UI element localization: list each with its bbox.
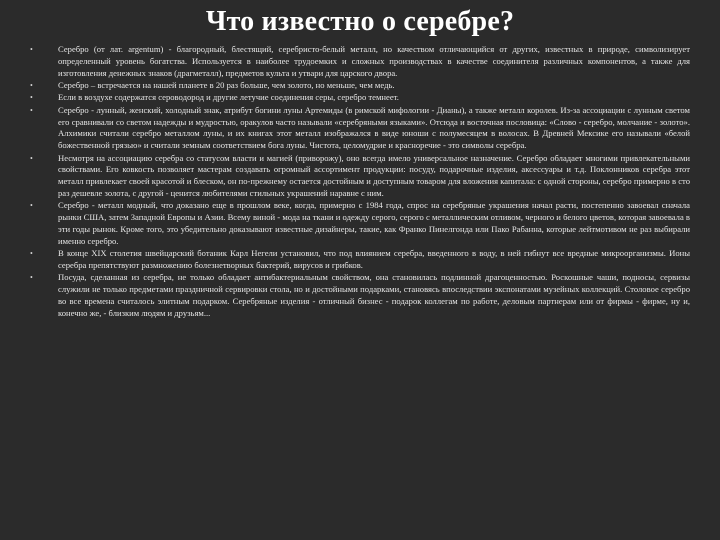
bullet-text: Серебро – встречается на нашей планете в 20 раз больше, чем золото, но меньше, чем медь. — [58, 79, 395, 90]
bullet-list — [26, 44, 690, 320]
bullet-item — [26, 248, 690, 272]
bullet-item — [26, 44, 690, 79]
bullet-text: Серебро - металл модный, что доказано еще в прошлом веке, когда, примерно с 1984 года, спрос на серебряные украшения начал расти, постепенно завоевал сначала рынки США, затем Западной Европы и Азии. Всему виной - мода на ткани и одежду серого, серого с металлическим отливом, черного и белого цветов, которая завоевала в эти годы рынок. Кроме того, это убедительно доказывают известные дизайнеры, такие, как Франко Пинелгонда или Пако Рабанна, которые лейтмотивом не раз выбирали именно серебро. — [58, 200, 690, 246]
bullet-text: Серебро (от лат. argentum) - благородный, блестящий, серебристо-белый металл, но качеством отличающийся от других, известных в природе, символизирует определенный уровень богатства. Используется в наиболее трудоемких и сложных производствах в качестве соединителя различных компонентов, а также для изготовления денежных знаков (драгметалл), предметов культа и утвари для царского двора. — [58, 44, 690, 78]
bullet-text: Если в воздухе содержатся сероводород и другие летучие соединения серы, серебро темнеет. — [58, 92, 399, 103]
bullet-item — [26, 272, 690, 319]
bullet-item — [26, 80, 690, 92]
bullet-item — [26, 105, 690, 152]
bullet-text: Серебро - лунный, женский, холодный знак, атрибут богини луны Артемиды (в римской мифологии - Дианы), а также металл королев. Из-за ассоциации с лунным светом его сравнивали со светом надежды и мудростью, оракулов часто называли «серебряными языками». Отсюда и восточная пословица: «Слово - серебро, молчание - золото». Алхимики считали серебро металлом луны, и их книгах этот металл изображался в виде юноши с полумесяцем в волосах. В Древней Мексике его называли «белой божественной грязью» и считали земным соответствием бога луны. Чистота, целомудрие и красноречие - это символы серебра. — [58, 104, 690, 151]
bullet-text: Посуда, сделанная из серебра, не только обладает антибактериальным свойством, она становилась подлинной драгоценностью. Роскошные чаши, подносы, сервизы служили не только предметами праздничной сервировки стола, но и достойными подарками, становясь впоследствии экспонатами музейных коллекций. Столовое серебро во все времена считалось элитным подарком. Серебряные изделия - отличный бизнес - подарок коллегам по работе, деловым партнерам или от фирмы - фирме, ну и, конечно же, - близким людям и друзьям... — [58, 272, 690, 318]
bullet-icon: • — [30, 93, 33, 103]
bullet-text: В конце XIX столетия швейцарский ботаник Карл Негели установил, что под влиянием серебра, введенного в воду, в ней гибнут все вредные микроорганизмы. Ионы серебра препятствуют размножению болезнетворных бактерий, вирусов и грибков. — [58, 248, 690, 270]
bullet-icon: • — [30, 201, 33, 211]
bullet-item — [26, 200, 690, 247]
bullet-icon: • — [30, 45, 33, 54]
bullet-icon: • — [30, 273, 33, 283]
bullet-item — [26, 153, 690, 200]
bullet-icon: • — [30, 249, 33, 259]
bullet-icon: • — [30, 153, 33, 163]
slide-title: Что известно о серебре? — [205, 6, 515, 37]
bullet-item — [26, 92, 690, 104]
bullet-icon: • — [30, 80, 33, 90]
bullet-icon: • — [30, 105, 33, 115]
bullet-text: Несмотря на ассоциацию серебра со статусом власти и магией (приворожу), оно всегда имело универсальное назначение. Серебро обладает многими привлекательными свойствами. Его ковкость позволяет мастерам создавать огромный ассортимент продукции: посуду, подарочные изделия, аксессуары и т.д. Поклонников серебра этот металл привлекает своей красотой и блеском, он по-прежнему остается достойным и доступным товаром для вложения капитала: с одной стороны, серебро примерно в сто раз дешевле золота, с другой - ценится любителями стильных украшений наравне с ним. — [58, 152, 690, 198]
